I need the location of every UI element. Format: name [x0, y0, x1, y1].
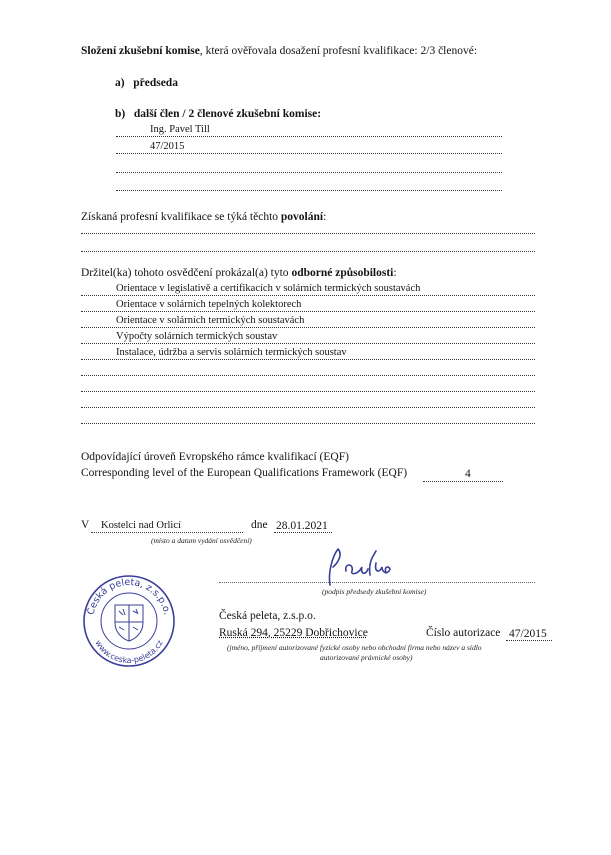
signature-line	[219, 582, 535, 583]
signature-mark	[318, 545, 398, 590]
authorization-line	[506, 640, 552, 641]
authorization-label: Číslo autorizace	[426, 627, 501, 639]
committee-heading	[81, 45, 477, 57]
competence-item: Orientace v legislativě a certifikacích v solárních termických soustavách	[116, 283, 421, 294]
dne-label: dne	[251, 519, 268, 531]
place-value: Kostelci nad Orlicí	[101, 520, 181, 531]
competence-line	[81, 295, 535, 296]
committee-heading-rest: , která ověřovala dosažení profesní kvalifikace: 2/3 členové:	[199, 45, 478, 57]
item-b-text: další člen / 2 členové zkušební komise:	[133, 108, 322, 120]
organization-address-text: Ruská 294, 25229 Dobřichovice	[219, 627, 368, 639]
organization-caption-1: (jméno, příjmení autorizované fyzické osoby nebo obchodní firma nebo název a sídlo	[227, 643, 482, 652]
eqf-level-line	[423, 481, 503, 482]
committee-heading-bold: Složení zkušební komise	[81, 45, 200, 57]
competence-line-empty	[81, 391, 535, 392]
eqf-line-2: Corresponding level of the European Qualifications Framework (EQF)	[81, 467, 408, 479]
occupation-line-1	[81, 233, 535, 234]
member-line-3	[116, 172, 502, 173]
item-a	[115, 77, 178, 89]
occupation-label	[81, 211, 326, 223]
competence-line-empty	[81, 407, 535, 408]
organization-address	[219, 627, 368, 639]
organization-caption-2: autorizované právnické osoby)	[320, 653, 413, 662]
signature-caption: (podpis předsedy zkušební komise)	[322, 587, 427, 596]
member-line-4	[116, 190, 502, 191]
member-number: 47/2015	[150, 141, 185, 152]
place-date-caption: (místo a datum vydání osvědčení)	[151, 536, 252, 545]
item-a-text: předseda	[133, 77, 178, 89]
stamp-name-text: Česká peleta, z.s.p.o.	[85, 576, 173, 617]
organization-name: Česká peleta, z.s.p.o.	[219, 610, 316, 622]
competence-line-empty	[81, 423, 535, 424]
member-line-1	[116, 136, 502, 137]
competences-label-pre: Držitel(ka) tohoto osvědčení prokázal(a) tyto	[81, 267, 292, 279]
stamp-web-text: www.ceska-peleta.cz	[93, 638, 165, 666]
competences-label-post: :	[393, 267, 397, 279]
date-line	[274, 532, 332, 533]
competences-label	[81, 267, 397, 279]
competence-line	[81, 343, 535, 344]
competence-line-empty	[81, 375, 535, 376]
stamp-seal	[81, 573, 177, 669]
eqf-line-1: Odpovídající úroveň Evropského rámce kvalifikací (EQF)	[81, 451, 349, 463]
occupation-label-pre: Získaná profesní kvalifikace se týká těchto	[81, 211, 281, 223]
member-name: Ing. Pavel Till	[150, 124, 210, 135]
competences-label-bold: odborné způsobilosti	[291, 267, 394, 279]
occupation-line-2	[81, 251, 535, 252]
item-b	[115, 108, 321, 120]
occupation-label-bold: povolání	[280, 211, 324, 223]
competence-line	[81, 327, 535, 328]
competence-line	[81, 359, 535, 360]
item-b-label: b)	[115, 108, 126, 120]
occupation-label-post: :	[323, 211, 327, 223]
date-value: 28.01.2021	[276, 520, 328, 532]
competence-item: Orientace v solárních tepelných kolektorech	[116, 299, 302, 310]
competence-line	[81, 311, 535, 312]
place-line	[91, 532, 243, 533]
v-label: V	[81, 519, 90, 531]
authorization-number: 47/2015	[509, 628, 547, 640]
competence-item: Výpočty solárních termických soustav	[116, 331, 278, 342]
competence-item: Instalace, údržba a servis solárních termických soustav	[116, 347, 347, 358]
item-a-label: a)	[115, 77, 125, 89]
member-line-2	[116, 153, 502, 154]
competence-item: Orientace v solárních termických soustavách	[116, 315, 305, 326]
eqf-level: 4	[465, 468, 471, 480]
coat-of-arms-icon	[115, 605, 143, 641]
